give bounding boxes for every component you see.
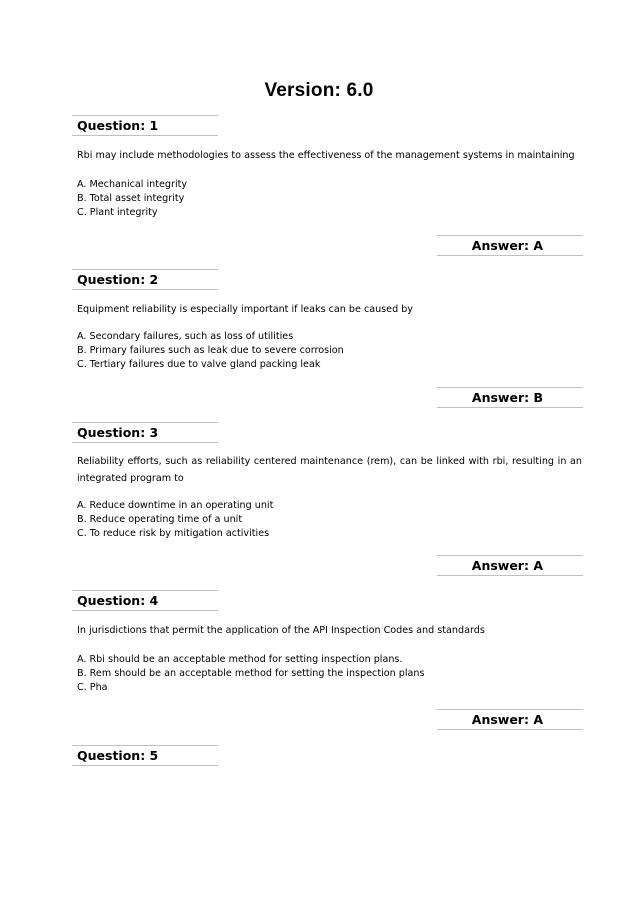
question-1-options [77,178,582,219]
question-4-header [72,590,218,611]
question-4-options [77,653,582,694]
question-1-text: Rbi may include methodologies to assess the effectiveness of the management systems in maintaining [77,150,575,161]
question-3-answer [437,555,583,576]
question-2-option-a: A. Secondary failures, such as loss of utilities [77,331,294,342]
question-4-label: Question: 4 [77,593,159,608]
question-4-text: In jurisdictions that permit the application of the API Inspection Codes and standards [77,625,485,636]
question-1-answer-label: Answer: A [471,238,543,253]
question-2-options [77,330,582,371]
question-2-header [72,269,218,290]
question-4-answer [437,709,583,730]
question-3-text: Reliability efforts, such as reliability centered maintenance (rem), can be linked with rbi, resulting in an integrated program to [77,456,582,484]
question-3-option-a: A. Reduce downtime in an operating unit [77,500,274,511]
question-3-header [72,422,218,443]
question-3-answer-label: Answer: A [471,558,543,573]
question-3-options [77,499,582,540]
question-2-option-b: B. Primary failures such as leak due to severe corrosion [77,344,344,356]
question-1-answer [437,235,583,256]
question-3-option-b: B. Reduce operating time of a unit [77,513,243,525]
question-4-option-a: A. Rbi should be an acceptable method for setting inspection plans. [77,654,403,665]
question-2-answer-label: Answer: B [471,390,543,405]
question-2-label: Question: 2 [77,272,159,287]
question-1-header [72,115,218,136]
question-1-option-c: C. Plant integrity [77,206,158,218]
question-5-label: Question: 5 [77,748,159,763]
question-3-label: Question: 3 [77,425,159,440]
question-1-option-a: A. Mechanical integrity [77,179,188,190]
question-2-answer [437,387,583,408]
question-3-option-c: C. To reduce risk by mitigation activities [77,527,270,539]
question-4-option-c: C. Pha [77,681,108,693]
question-2-text: Equipment reliability is especially important if leaks can be caused by [77,304,413,315]
question-1-option-b: B. Total asset integrity [77,192,185,204]
question-2-option-c: C. Tertiary failures due to valve gland packing leak [77,358,321,370]
question-4-option-b: B. Rem should be an acceptable method for setting the inspection plans [77,667,425,679]
question-5-header [72,745,218,766]
version-title: Version: 6.0 [264,80,374,101]
question-4-answer-label: Answer: A [471,712,543,727]
question-1-label: Question: 1 [77,118,159,133]
